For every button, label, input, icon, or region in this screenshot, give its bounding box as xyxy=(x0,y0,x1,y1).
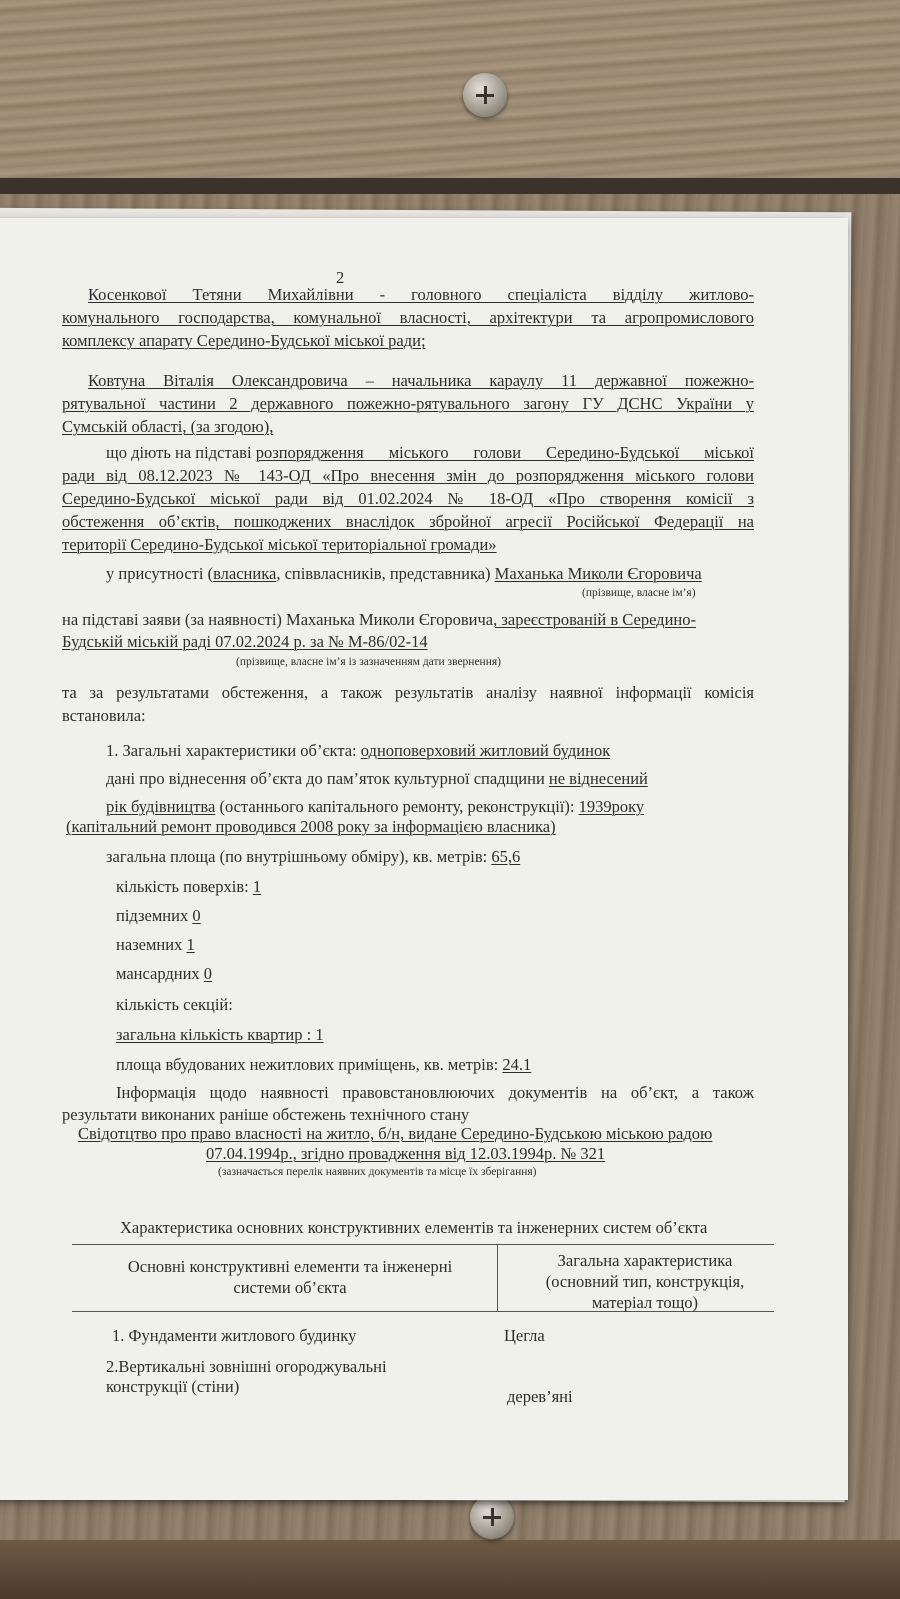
total-area xyxy=(106,846,520,868)
member-2-line-1: Ковтуна Віталія Олександровича – начальника караулу 11 державної пожежно- xyxy=(88,371,754,390)
application-line-2: Будській міській раді 07.02.2024 р. за № М-86/02-14 xyxy=(62,632,428,651)
heritage-status xyxy=(106,768,648,790)
documents-line-1: Інформація щодо наявності правовстановлюючих документів на об’єкт, а також xyxy=(116,1083,754,1102)
board-gap xyxy=(0,178,900,194)
table-row-1-element: 1. Фундаменти житлового будинку xyxy=(112,1326,357,1345)
basis-line-3: Середино-Будської міської ради від 01.02.2024 № 18-ОД «Про створення комісії з xyxy=(62,489,754,508)
construction-year xyxy=(106,796,644,818)
table-row-1-characteristic: Цегла xyxy=(504,1326,545,1345)
heritage-value: не віднесений xyxy=(548,769,648,788)
application-caption: (прізвище, власне ім’я із зазначенням дати звернення) xyxy=(236,656,501,668)
year-label: рік будівництва xyxy=(106,797,216,816)
underground-value: 0 xyxy=(192,906,201,925)
application-prefix: на підставі заяви (за наявності) Маханька Миколи Єгоровича xyxy=(62,610,494,629)
sections-count: кількість секцій: xyxy=(116,995,233,1014)
nonresidential-area xyxy=(116,1054,531,1076)
table-header-left: Основні конструктивні елементи та інженерні системи об’єкта xyxy=(127,1257,453,1297)
presence-caption: (прізвище, власне ім’я) xyxy=(582,587,696,599)
aboveground-label: наземних xyxy=(116,935,187,954)
ownership-document-line-1: Свідотцтво про право власності на житло, б/н, видане Середино-Будською міською радою xyxy=(78,1124,713,1143)
floors-value: 1 xyxy=(252,877,262,896)
member-2-line-2: рятувальної частини 2 державного пожежно-рятувального загону ГУ ДСНС України у xyxy=(62,394,754,413)
table-row-2-characteristic: дерев’яні xyxy=(507,1387,573,1406)
screw-bottom xyxy=(470,1495,514,1539)
basis-line-5: території Середино-Будської міської територіальної громади» xyxy=(62,535,497,554)
presence-line xyxy=(106,563,702,585)
floors-count xyxy=(116,876,261,898)
area-value: 65,6 xyxy=(491,847,521,866)
application-registered: , зареєстрованій в Середино- xyxy=(493,610,696,629)
documents-line-2: результати виконаних раніше обстежень технічного стану xyxy=(62,1105,470,1124)
attic-label: мансардних xyxy=(116,964,204,983)
ownership-document-line-2: 07.04.1994р., згідно провадження від 12.03.1994р. № 321 xyxy=(206,1144,606,1163)
attic-value: 0 xyxy=(203,964,213,983)
wood-wall-top xyxy=(0,0,900,185)
heritage-label: дані про віднесення об’єкта до пам’яток культурної спадщини xyxy=(106,769,549,788)
page-number: 2 xyxy=(336,268,345,287)
member-1-line-2: комунального господарства, комунальної власності, архітектури та агропромислового xyxy=(62,308,754,327)
aboveground-value: 1 xyxy=(186,935,195,954)
member-2-line-3: Сумській області, (за згодою), xyxy=(62,417,274,436)
application-line-1 xyxy=(62,609,696,631)
underground-floors xyxy=(116,905,201,927)
presence-prefix: у присутності ( xyxy=(106,564,214,583)
table-column-divider xyxy=(497,1244,498,1311)
member-1-line-1: Косенкової Тетяни Михайлівни - головного спеціаліста відділу житлово- xyxy=(88,285,754,304)
table-row-2-element: 2.Вертикальні зовнішні огороджувальні конструкції (стіни) xyxy=(106,1357,387,1396)
findings-line-2: встановила: xyxy=(62,706,146,725)
basis-line-2: ради від 08.12.2023 № 143-ОД «Про внесення змін до розпорядження міського голови xyxy=(62,466,754,485)
documents-caption: (зазначається перелік наявних документів та місце їх зберігання) xyxy=(218,1166,537,1178)
basis-order-line-1: розпорядження міського голови Середино-Будської міської xyxy=(255,443,754,462)
presence-owner-name: Маханька Миколи Єгоровича xyxy=(494,564,702,583)
basis-line-4: обстеження об’єктів, пошкоджених внаслідок збройної агресії Російської Федерації на xyxy=(62,512,754,531)
screw-top xyxy=(463,73,507,117)
basis-prefix: що діють на підставі xyxy=(106,443,256,462)
nonresidential-label: площа вбудованих нежитлових приміщень, кв. метрів: xyxy=(116,1055,503,1074)
presence-owner-word: власника xyxy=(213,564,277,583)
floors-label: кількість поверхів: xyxy=(116,877,253,896)
floor xyxy=(0,1540,900,1599)
apartments-count: загальна кількість квартир : 1 xyxy=(116,1025,324,1044)
member-1-line-3: комплексу апарату Середино-Будської міської ради; xyxy=(62,331,426,350)
table-top-border xyxy=(72,1244,774,1245)
aboveground-floors xyxy=(116,934,195,956)
table-title: Характеристика основних конструктивних елементів та інженерних систем об’єкта xyxy=(120,1218,708,1237)
underground-label: підземних xyxy=(116,906,193,925)
general-characteristics xyxy=(106,740,610,762)
general-label: 1. Загальні характеристики об’єкта: xyxy=(106,741,361,760)
year-label-rest: (останнього капітального ремонту, реконструкції): xyxy=(215,797,579,816)
nonresidential-value: 24.1 xyxy=(502,1055,532,1074)
presence-mid: , співвласників, представника) xyxy=(276,564,495,583)
area-label: загальна площа (по внутрішньому обміру), кв. метрів: xyxy=(106,847,492,866)
table-header-right: Загальна характеристика (основний тип, конструкція, матеріал тощо) xyxy=(545,1251,745,1312)
findings-line-1: та за результатами обстеження, а також результатів аналізу наявної інформації комісія xyxy=(62,683,754,702)
attic-floors xyxy=(116,963,212,985)
year-value: 1939року xyxy=(578,797,645,816)
year-note: (капітальний ремонт проводився 2008 року за інформацією власника) xyxy=(66,817,556,836)
basis-line-1 xyxy=(106,442,754,464)
general-value: одноповерховий житловий будинок xyxy=(360,741,611,760)
